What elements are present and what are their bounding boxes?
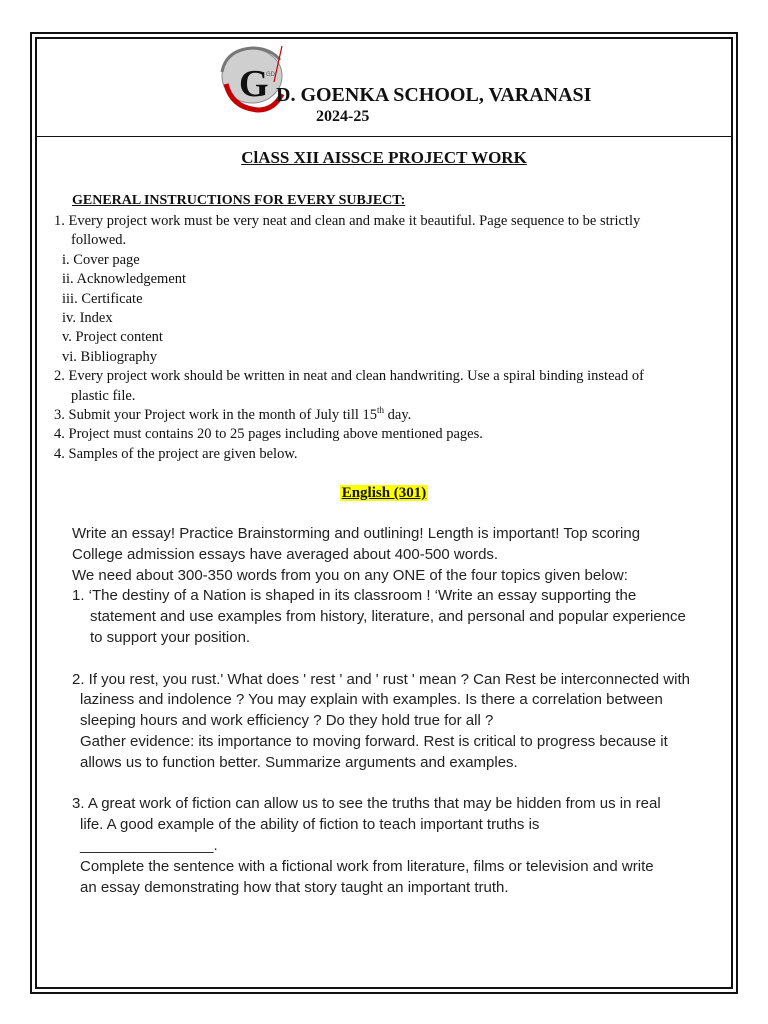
topic-3-blank: ________________.: [80, 836, 218, 854]
topic-2-line-1: 2. If you rest, you rust.' What does ' rest ' and ' rust ' mean ? Can Rest be interconnected with: [72, 670, 690, 688]
topic-2-line-3: sleeping hours and work efficiency ? Do they hold true for all ?: [80, 712, 494, 730]
instruction-3-text: 3. Submit your Project work in the month of July till 15: [54, 407, 378, 424]
topic-3-line-1: 3. A great work of fiction can allow us to see the truths that may be hidden from us in real: [72, 795, 661, 813]
instruction-2-line-1: 2. Every project work should be written in neat and clean handwriting. Use a spiral binding instead of: [54, 368, 644, 385]
school-name: D. GOENKA SCHOOL, VARANASI: [276, 84, 592, 106]
instruction-4a: 4. Project must contains 20 to 25 pages including above mentioned pages.: [54, 426, 483, 443]
sequence-item: iii. Certificate: [62, 290, 143, 307]
instruction-1-line-1: 1. Every project work must be very neat and clean and make it beautiful. Page sequence to be strictly: [54, 213, 641, 229]
instruction-3-sup: th: [377, 405, 385, 416]
header-divider: [35, 136, 733, 137]
topic-2-line-4: Gather evidence: its importance to moving forward. Rest is critical to progress because it: [80, 732, 668, 750]
instruction-4b: 4. Samples of the project are given below.: [54, 445, 298, 462]
spacer: [72, 774, 732, 795]
topic-2-line-5: allows us to function better. Summarize arguments and examples.: [80, 753, 518, 771]
page-title: ClASS XII AISSCE PROJECT WORK: [241, 148, 527, 167]
topic-3-line-5: an essay demonstrating how that story taught an important truth.: [80, 878, 509, 896]
topic-1-line-2: statement and use examples from history, literature, and personal and popular experience: [90, 608, 686, 626]
instruction-3: [54, 406, 734, 425]
logo-letter: G: [239, 63, 269, 105]
general-instructions-heading: GENERAL INSTRUCTIONS FOR EVERY SUBJECT:: [72, 193, 406, 208]
topic-3-line-2: life. A good example of the ability of fiction to teach important truths is: [80, 816, 540, 834]
sequence-item: v. Project content: [62, 329, 163, 346]
sequence-item: ii. Acknowledgement: [62, 271, 187, 288]
topic-2-line-2: laziness and indolence ? You may explain with examples. Is there a correlation between: [80, 691, 663, 709]
spacer: [72, 649, 732, 670]
instruction-3-end: day.: [384, 407, 412, 424]
sequence-item: iv. Index: [62, 310, 113, 327]
instruction-1-line-2: followed.: [71, 232, 127, 249]
topic-1-line-1: 1. ‘The destiny of a Nation is shaped in its classroom ! ‘Write an essay supporting the: [72, 587, 637, 605]
english-heading: [0, 484, 768, 502]
topic-1-line-3: to support your position.: [90, 628, 251, 646]
english-heading-text: English (301): [341, 485, 427, 501]
english-intro-2: College admission essays have averaged about 400-500 words.: [72, 545, 499, 563]
english-section: [72, 524, 732, 898]
english-intro-1: Write an essay! Practice Brainstorming and outlining! Length is important! Top scoring: [72, 525, 641, 542]
instruction-2-line-2: plastic file.: [71, 387, 136, 404]
logo-small-text: GD: [266, 72, 275, 78]
session-year: 2024-25: [316, 108, 370, 125]
general-instructions-list: [54, 212, 734, 464]
english-intro-3: We need about 300-350 words from you on any ONE of the four topics given below:: [72, 566, 628, 584]
topic-3-line-4: Complete the sentence with a fictional work from literature, films or television and write: [80, 857, 654, 875]
sequence-item: i. Cover page: [62, 251, 140, 268]
sequence-item: vi. Bibliography: [62, 348, 158, 365]
